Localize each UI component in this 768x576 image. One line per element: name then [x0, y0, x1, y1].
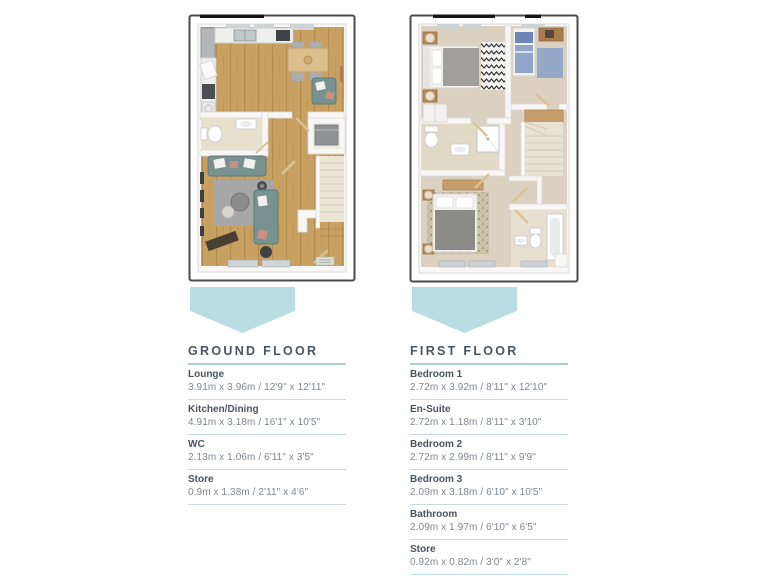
room-entry [410, 470, 568, 505]
room-dimensions: 3.91m x 3.96m / 12'9" x 12'11" [188, 382, 326, 393]
room-dimensions: 0.92m x 0.82m / 3'0" x 2'8" [410, 557, 531, 568]
room-dimensions: 4.91m x 3.18m / 16'1" x 10'5" [188, 417, 321, 428]
room-name: Store [410, 544, 436, 555]
down-arrow-icon [190, 287, 295, 333]
room-dimensions: 2.72m x 3.92m / 8'11" x 12'10" [410, 382, 548, 393]
room-entry [188, 400, 346, 435]
room-entry [410, 365, 568, 400]
room-name: WC [188, 439, 205, 450]
ground-floor-title: GROUND FLOOR [188, 344, 319, 358]
room-name: En-Suite [410, 404, 451, 415]
first-floor-plan-drawing [409, 14, 579, 283]
down-arrow-icon [412, 287, 517, 333]
room-entry [410, 435, 568, 470]
room-name: Bedroom 1 [410, 369, 463, 380]
ground-floor-plan-drawing [188, 14, 356, 282]
room-name: Bedroom 3 [410, 474, 463, 485]
room-dimensions: 2.13m x 1.06m / 6'11" x 3'5" [188, 452, 314, 463]
first-floor-title: FIRST FLOOR [410, 344, 519, 358]
room-entry [410, 505, 568, 540]
first-floor-section [410, 344, 568, 575]
room-entry [188, 365, 346, 400]
ground-floor-plan [188, 14, 356, 282]
room-dimensions: 2.72m x 1.18m / 8'11" x 3'10" [410, 417, 542, 428]
room-name: Bathroom [410, 509, 458, 520]
room-name: Lounge [188, 369, 225, 380]
room-dimensions: 2.09m x 3.18m / 6'10" x 10'5" [410, 487, 543, 498]
ground-floor-section [188, 344, 346, 505]
room-name: Store [188, 474, 214, 485]
room-dimensions: 2.09m x 1.97m / 6'10" x 6'5" [410, 522, 537, 533]
first-floor-plan [409, 14, 579, 283]
room-name: Bedroom 2 [410, 439, 463, 450]
room-name: Kitchen/Dining [188, 404, 259, 415]
room-entry [410, 540, 568, 575]
room-entry [188, 470, 346, 505]
room-entry [188, 435, 346, 470]
room-entry [410, 400, 568, 435]
room-dimensions: 2.72m x 2.99m / 8'11" x 9'9" [410, 452, 536, 463]
room-dimensions: 0.9m x 1.38m / 2'11" x 4'6" [188, 487, 309, 498]
